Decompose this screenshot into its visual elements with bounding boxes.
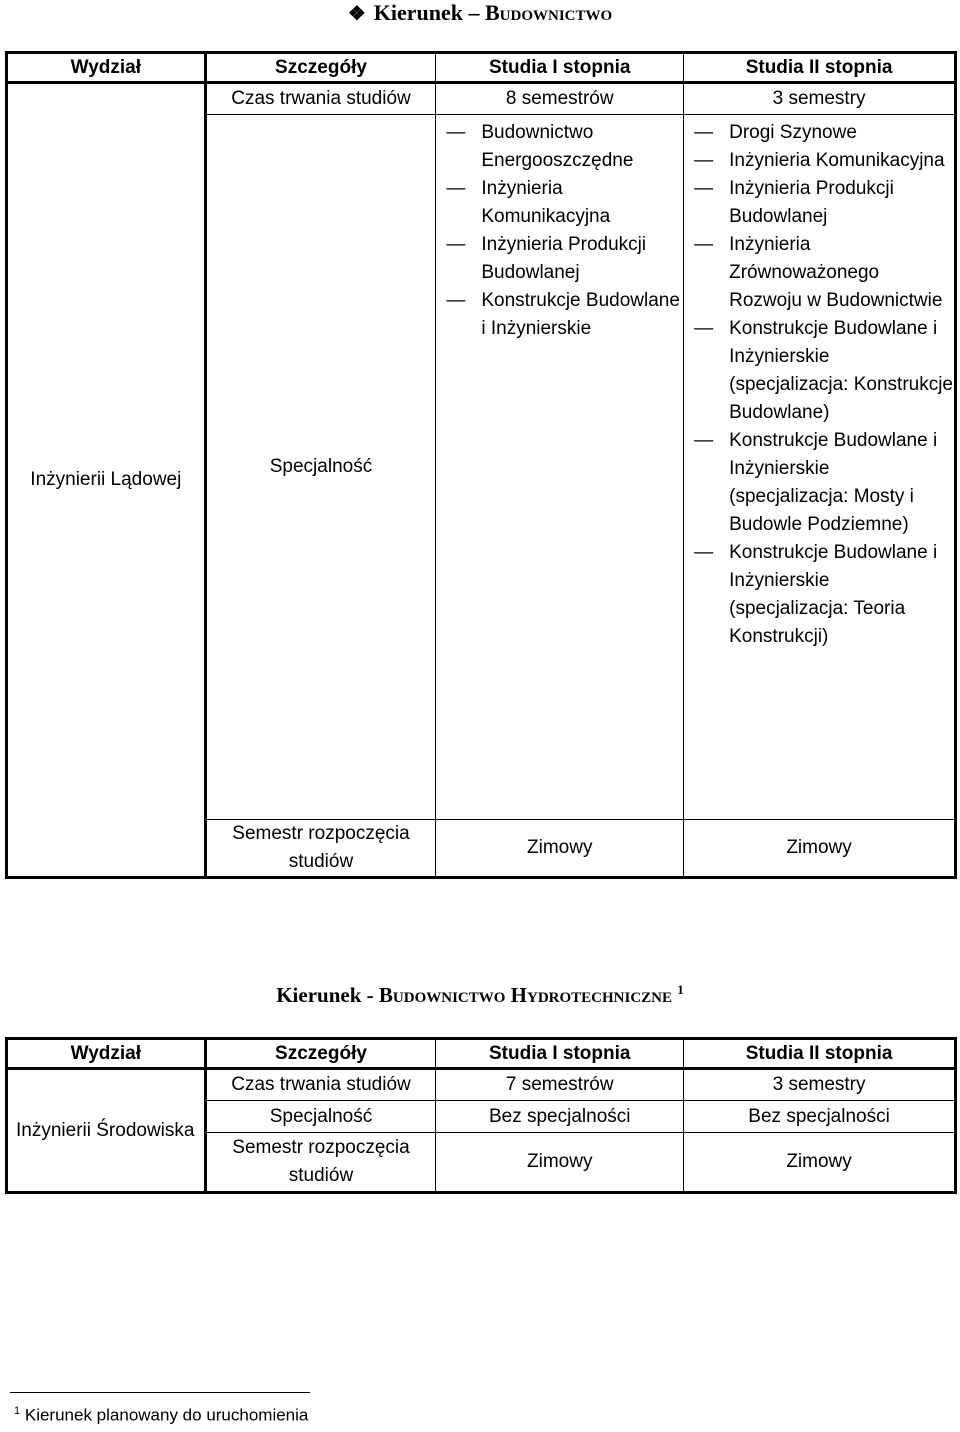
header-studia-i: Studia I stopnia — [436, 1039, 684, 1069]
specialty-list-i — [436, 119, 683, 343]
footnote-number: 1 — [14, 1405, 21, 1417]
list-item: — Inżynieria Produkcji Budowlanej — [684, 175, 954, 231]
title-main: Budownictwo — [484, 0, 613, 25]
section-title-hydrotechniczne — [0, 982, 960, 1008]
budownictwo-table — [5, 51, 957, 879]
footnote-ref: 1 — [677, 982, 684, 997]
header-wydzial: Wydział — [7, 1039, 206, 1069]
specialty-i: Bez specjalności — [436, 1101, 684, 1133]
list-item: — Konstrukcje Budowlane i Inżynierskie (specjalizacja: Mosty i Budowle Podziemne) — [684, 427, 954, 539]
list-item: — Konstrukcje Budowlane i Inżynierskie (specjalizacja: Teoria Konstrukcji) — [684, 539, 954, 651]
duration-i: 7 semestrów — [436, 1069, 684, 1101]
header-studia-ii: Studia II stopnia — [684, 53, 956, 83]
list-item: — Drogi Szynowe — [684, 119, 954, 147]
hydrotechniczne-table — [5, 1037, 957, 1194]
start-i: Zimowy — [436, 820, 684, 878]
specialty-label: Specjalność — [205, 115, 436, 820]
specialty-label: Specjalność — [205, 1101, 436, 1133]
title-prefix: Kierunek - — [276, 983, 379, 1007]
start-label: Semestr rozpoczęcia studiów — [205, 820, 436, 878]
specialty-list-ii — [684, 119, 954, 651]
header-szczegoly: Szczegóły — [205, 1039, 436, 1069]
start-ii: Zimowy — [684, 1133, 956, 1193]
diamond-bullet-icon: ❖ — [347, 3, 366, 25]
faculty-cell: Inżynierii Środowiska — [7, 1069, 206, 1193]
start-i: Zimowy — [436, 1133, 684, 1193]
duration-ii: 3 semestry — [684, 1069, 956, 1101]
duration-label: Czas trwania studiów — [205, 83, 436, 115]
duration-ii: 3 semestry — [684, 83, 956, 115]
list-item: — Inżynieria Komunikacyjna — [436, 175, 683, 231]
start-ii: Zimowy — [684, 820, 956, 878]
footnote — [14, 1405, 308, 1426]
list-item: — Konstrukcje Budowlane i Inżynierskie (specjalizacja: Konstrukcje Budowlane) — [684, 315, 954, 427]
list-item: — Konstrukcje Budowlane i Inżynierskie — [436, 287, 683, 343]
specialty-list-i-cell — [436, 115, 684, 820]
section-title-budownictwo — [0, 0, 960, 26]
footnote-text: Kierunek planowany do uruchomienia — [24, 1405, 309, 1425]
title-main: Budownictwo Hydrotechniczne — [378, 983, 673, 1007]
footnote-separator — [10, 1392, 310, 1393]
list-item: — Budownictwo Energooszczędne — [436, 119, 683, 175]
faculty-cell: Inżynierii Lądowej — [7, 83, 206, 878]
list-item: — Inżynieria Zrównoważonego Rozwoju w Budownictwie — [684, 231, 954, 315]
header-studia-i: Studia I stopnia — [436, 53, 684, 83]
list-item: — Inżynieria Produkcji Budowlanej — [436, 231, 683, 287]
specialty-ii: Bez specjalności — [684, 1101, 956, 1133]
header-studia-ii: Studia II stopnia — [684, 1039, 956, 1069]
start-label: Semestr rozpoczęcia studiów — [205, 1133, 436, 1193]
header-szczegoly: Szczegóły — [205, 53, 436, 83]
duration-i: 8 semestrów — [436, 83, 684, 115]
title-prefix: Kierunek – — [373, 0, 485, 25]
duration-label: Czas trwania studiów — [205, 1069, 436, 1101]
specialty-list-ii-cell — [684, 115, 956, 820]
list-item: — Inżynieria Komunikacyjna — [684, 147, 954, 175]
header-wydzial: Wydział — [7, 53, 206, 83]
